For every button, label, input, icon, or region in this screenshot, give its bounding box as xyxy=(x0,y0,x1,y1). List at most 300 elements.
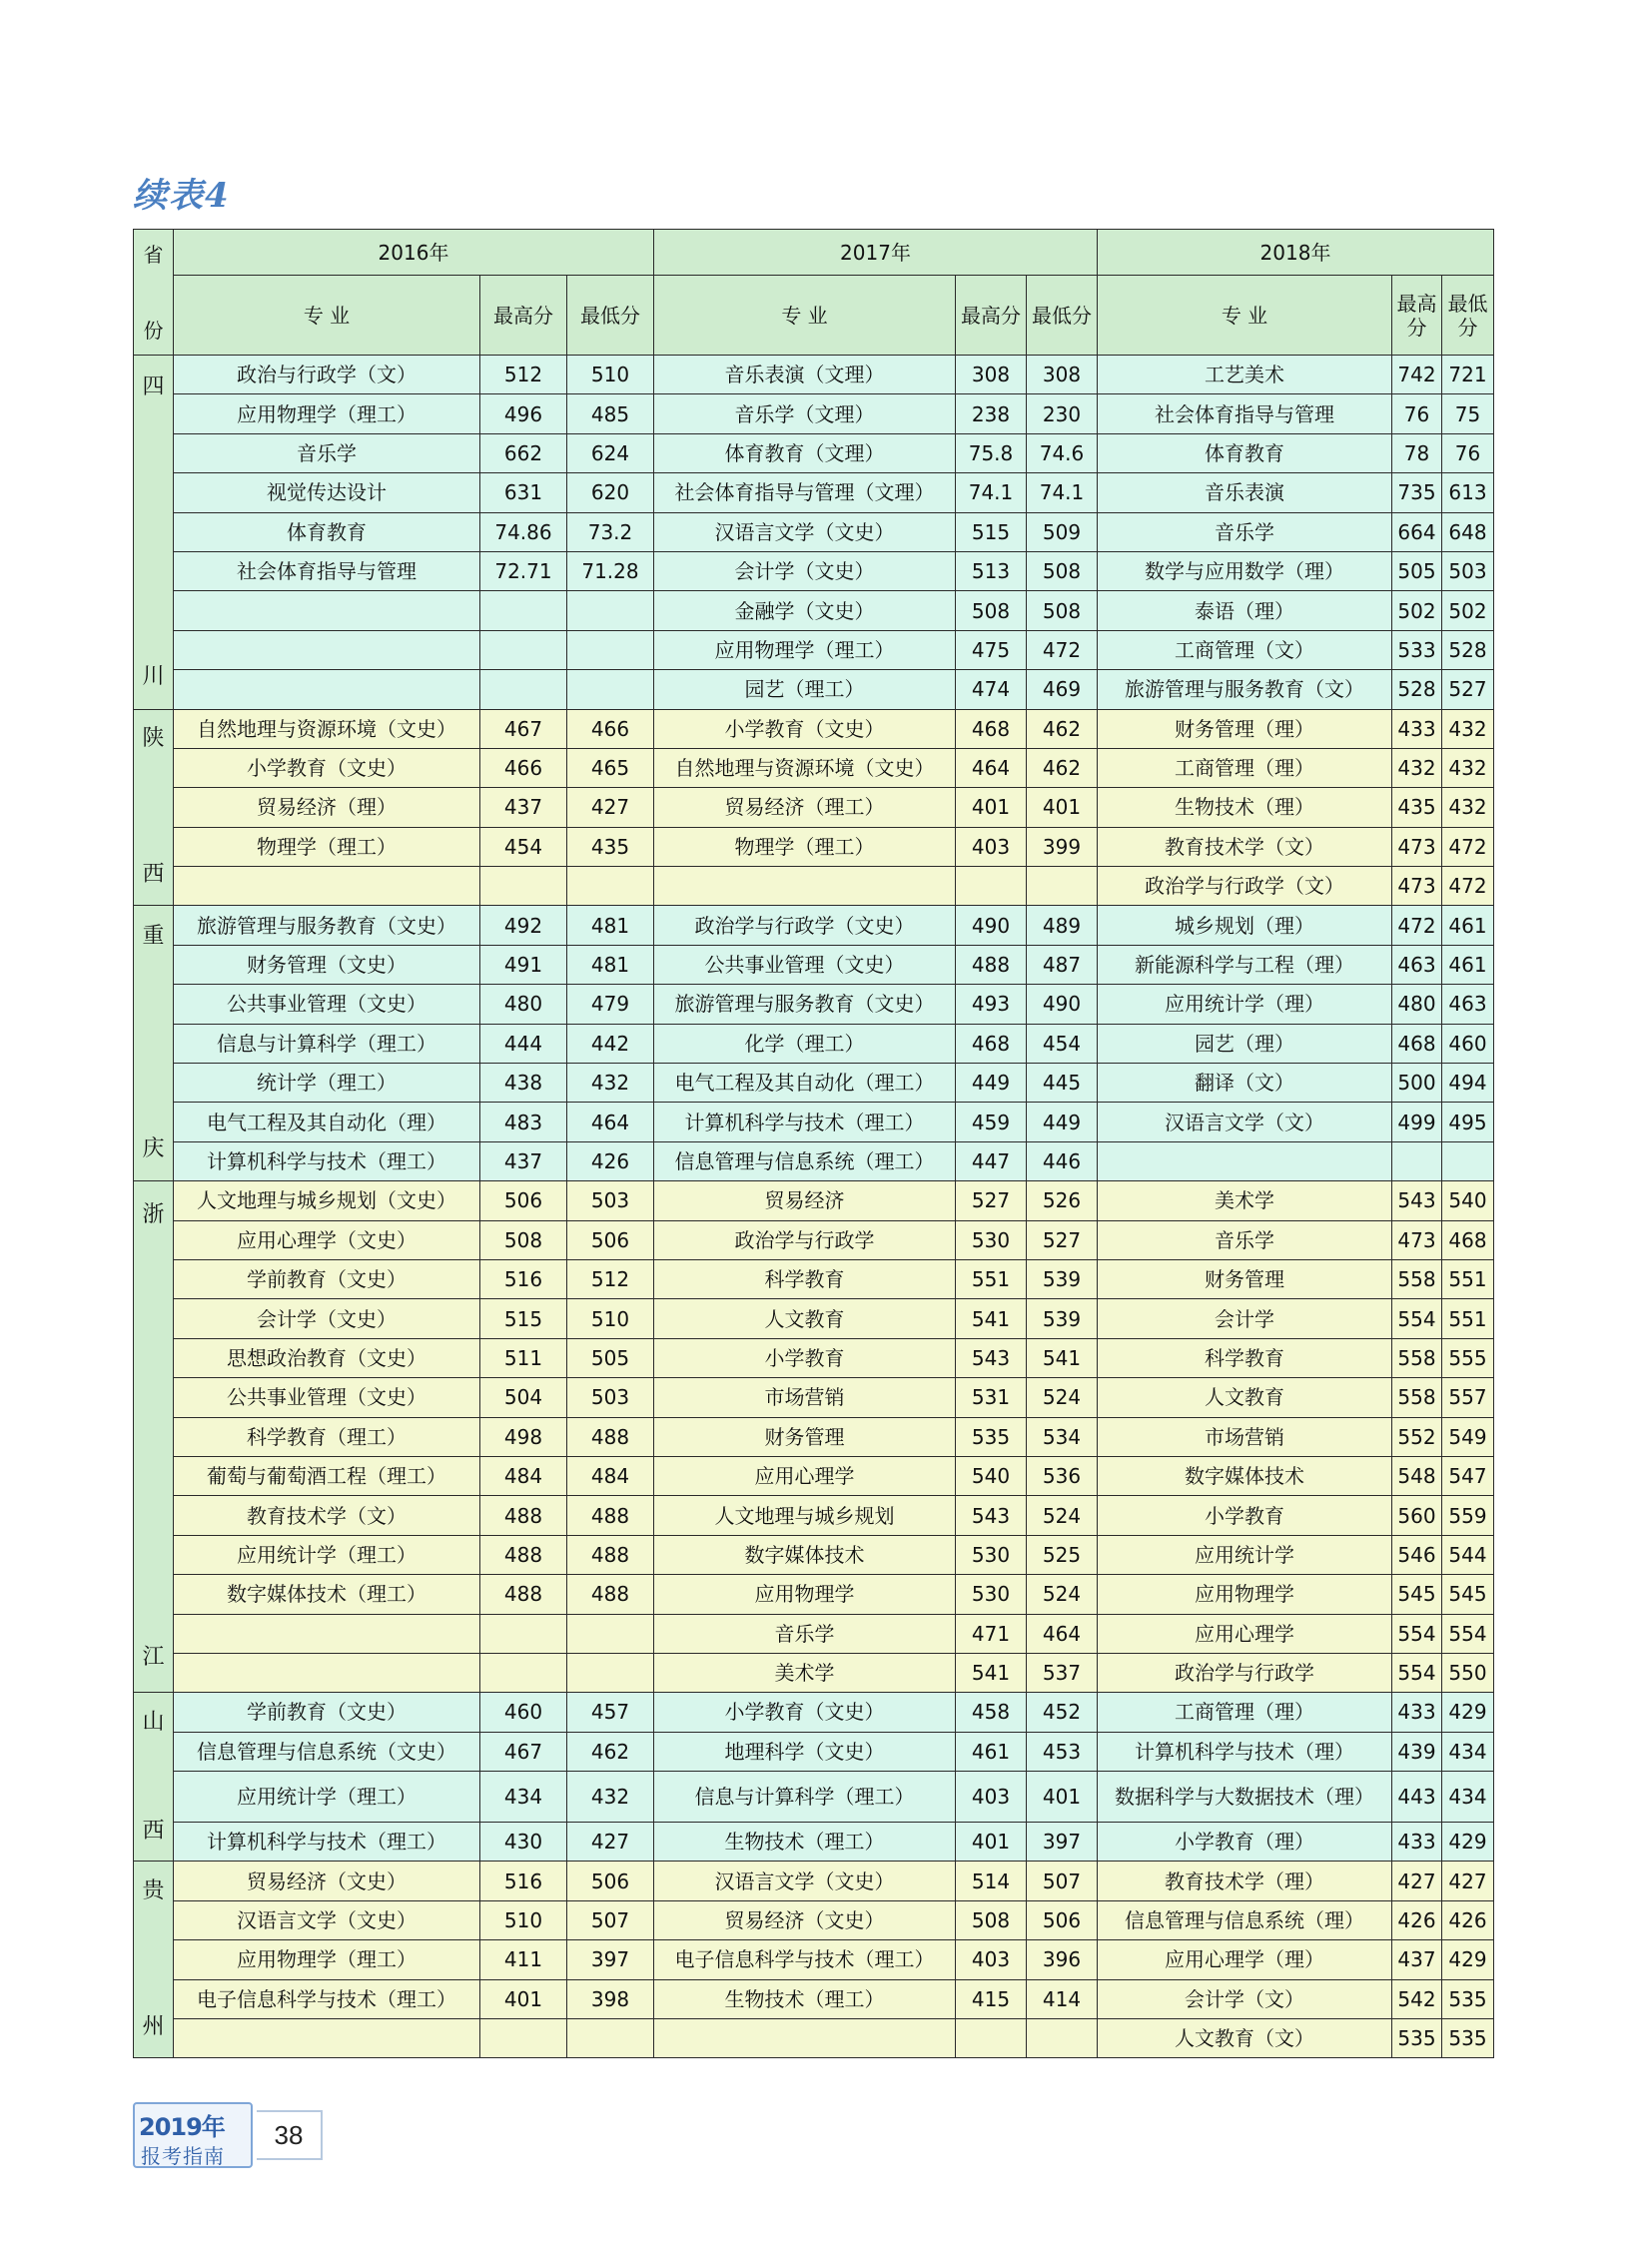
table-row xyxy=(134,394,1494,433)
max-score-cell: 540 xyxy=(956,1456,1027,1495)
max-score-cell: 543 xyxy=(956,1338,1027,1377)
year-header-row xyxy=(134,230,1494,276)
min-score-cell: 442 xyxy=(567,1024,654,1063)
table-row xyxy=(134,512,1494,551)
table-row xyxy=(134,1417,1494,1456)
max-score-cell xyxy=(956,867,1027,906)
max-score-cell: 463 xyxy=(1392,945,1442,984)
major-cell: 旅游管理与服务教育（文史） xyxy=(654,985,956,1024)
min-score-cell xyxy=(1027,867,1098,906)
province-cell xyxy=(134,906,174,1181)
table-row xyxy=(134,1024,1494,1063)
major-cell: 应用心理学 xyxy=(1098,1614,1392,1653)
min-score-cell: 488 xyxy=(567,1496,654,1535)
table-row xyxy=(134,1299,1494,1338)
table-row xyxy=(134,1653,1494,1692)
major-cell: 工商管理（理） xyxy=(1098,1693,1392,1732)
max-score-cell: 496 xyxy=(480,394,567,433)
min-score-cell: 461 xyxy=(1442,906,1494,945)
province-header-char: 省 xyxy=(143,242,164,267)
min-score-cell: 526 xyxy=(1027,1181,1098,1220)
table-row xyxy=(134,1862,1494,1900)
min-score-cell: 508 xyxy=(1027,591,1098,630)
major-cell: 公共事业管理（文史） xyxy=(654,945,956,984)
max-score-cell: 516 xyxy=(480,1259,567,1298)
min-score-cell: 540 xyxy=(1442,1181,1494,1220)
max-score-cell xyxy=(480,1653,567,1692)
major-cell: 应用统计学（理工） xyxy=(174,1772,480,1823)
major-header-2017: 专 业 xyxy=(654,276,956,356)
major-cell: 小学教育（文史） xyxy=(654,1693,956,1732)
major-cell: 计算机科学与技术（理） xyxy=(1098,1732,1392,1771)
min-score-cell: 527 xyxy=(1027,1220,1098,1259)
year-header-2018: 2018年 xyxy=(1098,230,1494,276)
min-score-cell: 503 xyxy=(567,1181,654,1220)
major-cell: 美术学 xyxy=(1098,1181,1392,1220)
min-score-cell: 74.1 xyxy=(1027,473,1098,512)
max-score-cell: 437 xyxy=(480,788,567,827)
max-score-cell: 444 xyxy=(480,1024,567,1063)
major-cell: 工艺美术 xyxy=(1098,356,1392,394)
max-score-cell: 631 xyxy=(480,473,567,512)
min-score-cell: 506 xyxy=(567,1862,654,1900)
major-cell: 财务管理（理） xyxy=(1098,709,1392,748)
max-score-cell: 76 xyxy=(1392,394,1442,433)
max-score-cell: 449 xyxy=(956,1064,1027,1103)
min-score-cell: 487 xyxy=(1027,945,1098,984)
max-score-cell: 447 xyxy=(956,1141,1027,1180)
major-cell: 应用物理学（理工） xyxy=(174,1940,480,1979)
max-score-cell: 473 xyxy=(1392,1220,1442,1259)
province-char: 浙 xyxy=(142,1202,165,1228)
major-cell: 教育技术学（理） xyxy=(1098,1862,1392,1900)
min-score-cell: 524 xyxy=(1027,1496,1098,1535)
min-score-cell xyxy=(567,1614,654,1653)
min-score-cell: 432 xyxy=(567,1772,654,1823)
major-cell: 物理学（理工） xyxy=(174,827,480,866)
max-score-cell: 551 xyxy=(956,1259,1027,1298)
min-score-cell: 494 xyxy=(1442,1064,1494,1103)
table-row xyxy=(134,670,1494,709)
major-cell: 社会体育指导与管理 xyxy=(1098,394,1392,433)
table-row xyxy=(134,1103,1494,1141)
major-cell: 计算机科学与技术（理工） xyxy=(654,1103,956,1141)
table-row xyxy=(134,1064,1494,1103)
major-cell: 财务管理 xyxy=(1098,1259,1392,1298)
min-score-cell: 613 xyxy=(1442,473,1494,512)
major-cell: 人文教育（文） xyxy=(1098,2019,1392,2058)
max-score-cell: 75.8 xyxy=(956,433,1027,472)
major-cell: 科学教育 xyxy=(654,1259,956,1298)
table-row xyxy=(134,1732,1494,1771)
min-score-cell: 507 xyxy=(1027,1862,1098,1900)
min-score-cell: 503 xyxy=(1442,551,1494,590)
max-score-cell: 403 xyxy=(956,827,1027,866)
major-cell xyxy=(174,630,480,669)
max-score-cell xyxy=(480,670,567,709)
province-char: 陕 xyxy=(142,726,165,752)
table-row xyxy=(134,1338,1494,1377)
max-score-cell: 515 xyxy=(480,1299,567,1338)
max-score-cell xyxy=(480,1614,567,1653)
max-score-cell: 480 xyxy=(480,985,567,1024)
major-cell: 人文地理与城乡规划 xyxy=(654,1496,956,1535)
major-header-2018: 专 业 xyxy=(1098,276,1392,356)
min-score-cell: 463 xyxy=(1442,985,1494,1024)
min-score-cell: 488 xyxy=(567,1417,654,1456)
max-score-cell: 415 xyxy=(956,1979,1027,2018)
major-cell: 翻译（文） xyxy=(1098,1064,1392,1103)
min-score-cell: 547 xyxy=(1442,1456,1494,1495)
table-row xyxy=(134,827,1494,866)
min-score-header-2018: 最低分 xyxy=(1442,276,1494,356)
max-score-cell: 438 xyxy=(480,1064,567,1103)
min-score-cell: 539 xyxy=(1027,1299,1098,1338)
major-cell: 统计学（理工） xyxy=(174,1064,480,1103)
major-cell xyxy=(654,867,956,906)
min-score-cell: 557 xyxy=(1442,1378,1494,1417)
major-cell: 体育教育（文理） xyxy=(654,433,956,472)
major-cell: 小学教育（文史） xyxy=(654,709,956,748)
max-score-cell: 437 xyxy=(480,1141,567,1180)
min-score-cell: 721 xyxy=(1442,356,1494,394)
province-cell xyxy=(134,356,174,710)
major-cell: 汉语言文学（文史） xyxy=(654,512,956,551)
province-cell xyxy=(134,1862,174,2058)
max-score-header-2016: 最高分 xyxy=(480,276,567,356)
max-score-cell: 505 xyxy=(1392,551,1442,590)
major-cell: 公共事业管理（文史） xyxy=(174,1378,480,1417)
max-score-cell: 533 xyxy=(1392,630,1442,669)
min-score-cell: 484 xyxy=(567,1456,654,1495)
major-cell: 应用物理学（理工） xyxy=(174,394,480,433)
max-score-cell: 542 xyxy=(1392,1979,1442,2018)
page-number: 38 xyxy=(257,2110,323,2160)
major-cell: 财务管理（文史） xyxy=(174,945,480,984)
max-score-cell: 480 xyxy=(1392,985,1442,1024)
min-score-cell: 457 xyxy=(567,1693,654,1732)
max-score-header-2018: 最高分 xyxy=(1392,276,1442,356)
major-cell xyxy=(174,591,480,630)
table-title: 续表4 xyxy=(133,176,231,216)
min-score-cell: 534 xyxy=(1027,1417,1098,1456)
max-score-cell: 434 xyxy=(480,1772,567,1823)
max-score-cell: 535 xyxy=(956,1417,1027,1456)
min-score-cell: 464 xyxy=(567,1103,654,1141)
major-cell: 会计学（文） xyxy=(1098,1979,1392,2018)
major-cell: 市场营销 xyxy=(1098,1417,1392,1456)
major-cell: 数学与应用数学（理） xyxy=(1098,551,1392,590)
province-header-char: 份 xyxy=(143,318,164,343)
max-score-cell: 401 xyxy=(480,1979,567,2018)
major-cell: 音乐学（文理） xyxy=(654,394,956,433)
max-score-cell: 735 xyxy=(1392,473,1442,512)
max-score-cell: 498 xyxy=(480,1417,567,1456)
major-cell: 自然地理与资源环境（文史） xyxy=(654,748,956,787)
max-score-cell: 468 xyxy=(1392,1024,1442,1063)
min-score-cell: 544 xyxy=(1442,1535,1494,1574)
badge-subtitle: 报考指南 xyxy=(141,2144,225,2168)
min-score-cell: 524 xyxy=(1027,1575,1098,1614)
min-score-cell: 398 xyxy=(567,1979,654,2018)
min-score-cell: 472 xyxy=(1442,827,1494,866)
max-score-cell: 435 xyxy=(1392,788,1442,827)
max-score-cell: 488 xyxy=(480,1496,567,1535)
min-score-cell: 461 xyxy=(1442,945,1494,984)
min-score-cell: 508 xyxy=(1027,551,1098,590)
major-cell: 应用物理学 xyxy=(1098,1575,1392,1614)
major-cell: 科学教育（理工） xyxy=(174,1417,480,1456)
major-cell: 小学教育 xyxy=(1098,1496,1392,1535)
major-cell: 应用心理学（文史） xyxy=(174,1220,480,1259)
major-cell: 化学（理工） xyxy=(654,1024,956,1063)
min-score-cell: 432 xyxy=(1442,788,1494,827)
max-score-cell: 528 xyxy=(1392,670,1442,709)
table-row xyxy=(134,551,1494,590)
province-char: 川 xyxy=(142,663,165,689)
max-score-cell: 467 xyxy=(480,709,567,748)
max-score-cell: 430 xyxy=(480,1823,567,1862)
min-score-cell: 76 xyxy=(1442,433,1494,472)
major-cell xyxy=(174,670,480,709)
max-score-cell: 433 xyxy=(1392,1693,1442,1732)
max-score-cell: 473 xyxy=(1392,827,1442,866)
major-cell: 贸易经济 xyxy=(654,1181,956,1220)
table-row xyxy=(134,945,1494,984)
max-score-cell: 541 xyxy=(956,1299,1027,1338)
max-score-cell: 308 xyxy=(956,356,1027,394)
major-cell: 贸易经济（文史） xyxy=(654,1900,956,1939)
min-score-cell: 479 xyxy=(567,985,654,1024)
min-score-cell xyxy=(567,670,654,709)
max-score-cell: 546 xyxy=(1392,1535,1442,1574)
max-score-cell: 403 xyxy=(956,1772,1027,1823)
column-header-row xyxy=(134,276,1494,356)
major-cell: 政治与行政学（文） xyxy=(174,356,480,394)
table-row xyxy=(134,356,1494,394)
major-cell: 旅游管理与服务教育（文史） xyxy=(174,906,480,945)
max-score-cell: 554 xyxy=(1392,1299,1442,1338)
min-score-cell: 541 xyxy=(1027,1338,1098,1377)
table-row xyxy=(134,2019,1494,2058)
min-score-cell: 429 xyxy=(1442,1693,1494,1732)
max-score-cell: 74.1 xyxy=(956,473,1027,512)
major-cell: 生物技术（理） xyxy=(1098,788,1392,827)
min-score-cell: 445 xyxy=(1027,1064,1098,1103)
max-score-cell: 466 xyxy=(480,748,567,787)
min-score-cell: 502 xyxy=(1442,591,1494,630)
major-cell: 葡萄与葡萄酒工程（理工） xyxy=(174,1456,480,1495)
table-row xyxy=(134,1259,1494,1298)
min-score-cell: 481 xyxy=(567,945,654,984)
max-score-cell: 473 xyxy=(1392,867,1442,906)
min-score-cell: 545 xyxy=(1442,1575,1494,1614)
min-score-cell: 454 xyxy=(1027,1024,1098,1063)
table-row xyxy=(134,748,1494,787)
major-cell: 教育技术学（文） xyxy=(174,1496,480,1535)
min-score-cell: 462 xyxy=(567,1732,654,1771)
max-score-cell: 467 xyxy=(480,1732,567,1771)
min-score-cell: 539 xyxy=(1027,1259,1098,1298)
min-score-cell xyxy=(1027,2019,1098,2058)
min-score-cell: 426 xyxy=(1442,1900,1494,1939)
max-score-cell: 403 xyxy=(956,1940,1027,1979)
table-row xyxy=(134,1181,1494,1220)
max-score-cell: 468 xyxy=(956,709,1027,748)
major-cell: 数字媒体技术 xyxy=(654,1535,956,1574)
max-score-cell: 484 xyxy=(480,1456,567,1495)
max-score-cell: 411 xyxy=(480,1940,567,1979)
min-score-cell: 434 xyxy=(1442,1732,1494,1771)
major-cell xyxy=(174,1653,480,1692)
badge-year: 2019年 xyxy=(139,2113,225,2141)
max-score-cell xyxy=(480,867,567,906)
min-score-cell: 396 xyxy=(1027,1940,1098,1979)
major-cell: 物理学（理工） xyxy=(654,827,956,866)
major-cell: 信息与计算科学（理工） xyxy=(174,1024,480,1063)
table-row xyxy=(134,867,1494,906)
min-score-cell: 528 xyxy=(1442,630,1494,669)
max-score-cell: 488 xyxy=(956,945,1027,984)
max-score-cell: 543 xyxy=(1392,1181,1442,1220)
min-score-cell: 462 xyxy=(1027,748,1098,787)
min-score-cell: 506 xyxy=(567,1220,654,1259)
min-score-cell: 472 xyxy=(1027,630,1098,669)
major-cell: 贸易经济（文史） xyxy=(174,1862,480,1900)
max-score-cell: 515 xyxy=(956,512,1027,551)
min-score-cell: 624 xyxy=(567,433,654,472)
major-cell: 贸易经济（理） xyxy=(174,788,480,827)
max-score-cell: 543 xyxy=(956,1496,1027,1535)
province-char: 重 xyxy=(142,924,165,950)
max-score-cell: 426 xyxy=(1392,1900,1442,1939)
max-score-cell: 471 xyxy=(956,1614,1027,1653)
year-header-2017: 2017年 xyxy=(654,230,1098,276)
max-score-cell: 531 xyxy=(956,1378,1027,1417)
max-score-cell: 488 xyxy=(480,1535,567,1574)
min-score-cell: 74.6 xyxy=(1027,433,1098,472)
major-cell: 信息管理与信息系统（文史） xyxy=(174,1732,480,1771)
min-score-cell: 449 xyxy=(1027,1103,1098,1141)
major-cell: 泰语（理） xyxy=(1098,591,1392,630)
major-cell: 计算机科学与技术（理工） xyxy=(174,1823,480,1862)
table-row xyxy=(134,1823,1494,1862)
major-cell: 学前教育（文史） xyxy=(174,1259,480,1298)
max-score-cell: 510 xyxy=(480,1900,567,1939)
major-cell: 电气工程及其自动化（理） xyxy=(174,1103,480,1141)
major-cell: 工商管理（理） xyxy=(1098,748,1392,787)
min-score-cell: 469 xyxy=(1027,670,1098,709)
max-score-cell: 664 xyxy=(1392,512,1442,551)
min-score-cell: 432 xyxy=(1442,748,1494,787)
table-row xyxy=(134,906,1494,945)
major-cell: 音乐学 xyxy=(1098,1220,1392,1259)
max-score-cell xyxy=(480,2019,567,2058)
major-cell: 政治学与行政学（文） xyxy=(1098,867,1392,906)
max-score-cell: 500 xyxy=(1392,1064,1442,1103)
max-score-cell: 401 xyxy=(956,788,1027,827)
major-cell: 视觉传达设计 xyxy=(174,473,480,512)
table-row xyxy=(134,591,1494,630)
max-score-cell: 508 xyxy=(956,591,1027,630)
max-score-cell: 459 xyxy=(956,1103,1027,1141)
table-row xyxy=(134,1940,1494,1979)
min-score-cell: 620 xyxy=(567,473,654,512)
max-score-cell: 468 xyxy=(956,1024,1027,1063)
max-score-cell: 512 xyxy=(480,356,567,394)
min-score-cell xyxy=(567,867,654,906)
table-row xyxy=(134,1693,1494,1732)
max-score-cell: 427 xyxy=(1392,1862,1442,1900)
max-score-cell: 535 xyxy=(1392,2019,1442,2058)
min-score-cell: 432 xyxy=(567,1064,654,1103)
major-cell: 政治学与行政学 xyxy=(654,1220,956,1259)
min-score-cell xyxy=(567,2019,654,2058)
major-cell xyxy=(174,867,480,906)
major-cell: 生物技术（理工） xyxy=(654,1823,956,1862)
table-row xyxy=(134,473,1494,512)
max-score-cell: 460 xyxy=(480,1693,567,1732)
min-score-cell: 554 xyxy=(1442,1614,1494,1653)
max-score-cell: 508 xyxy=(956,1900,1027,1939)
min-score-cell: 427 xyxy=(567,788,654,827)
min-score-header-2017: 最低分 xyxy=(1027,276,1098,356)
major-cell: 教育技术学（文） xyxy=(1098,827,1392,866)
min-score-cell: 397 xyxy=(567,1940,654,1979)
major-cell: 社会体育指导与管理（文理） xyxy=(654,473,956,512)
major-cell: 美术学 xyxy=(654,1653,956,1692)
max-score-cell: 506 xyxy=(480,1181,567,1220)
min-score-cell: 435 xyxy=(567,827,654,866)
major-cell: 音乐表演 xyxy=(1098,473,1392,512)
major-cell: 汉语言文学（文） xyxy=(1098,1103,1392,1141)
max-score-cell: 432 xyxy=(1392,748,1442,787)
major-cell: 公共事业管理（文史） xyxy=(174,985,480,1024)
min-score-cell: 462 xyxy=(1027,709,1098,748)
max-score-cell: 439 xyxy=(1392,1732,1442,1771)
min-score-cell: 509 xyxy=(1027,512,1098,551)
min-score-cell: 230 xyxy=(1027,394,1098,433)
major-cell: 自然地理与资源环境（文史） xyxy=(174,709,480,748)
table-row xyxy=(134,1220,1494,1259)
major-cell: 应用心理学（理） xyxy=(1098,1940,1392,1979)
max-score-cell: 443 xyxy=(1392,1772,1442,1823)
table-row xyxy=(134,1614,1494,1653)
min-score-cell: 464 xyxy=(1027,1614,1098,1653)
min-score-cell: 401 xyxy=(1027,1772,1098,1823)
table-row xyxy=(134,1979,1494,2018)
min-score-cell xyxy=(567,591,654,630)
major-cell: 城乡规划（理） xyxy=(1098,906,1392,945)
major-cell: 音乐表演（文理） xyxy=(654,356,956,394)
major-cell: 音乐学 xyxy=(654,1614,956,1653)
min-score-cell: 465 xyxy=(567,748,654,787)
max-score-cell: 530 xyxy=(956,1535,1027,1574)
admission-score-table xyxy=(133,229,1494,2058)
major-cell xyxy=(174,2019,480,2058)
major-cell xyxy=(654,2019,956,2058)
major-cell: 应用物理学 xyxy=(654,1575,956,1614)
max-score-cell xyxy=(1392,1141,1442,1180)
major-cell: 电气工程及其自动化（理工） xyxy=(654,1064,956,1103)
max-score-cell: 238 xyxy=(956,394,1027,433)
table-row xyxy=(134,985,1494,1024)
major-cell: 应用物理学（理工） xyxy=(654,630,956,669)
max-score-cell: 541 xyxy=(956,1653,1027,1692)
max-score-cell: 548 xyxy=(1392,1456,1442,1495)
table-row xyxy=(134,433,1494,472)
major-cell: 园艺（理工） xyxy=(654,670,956,709)
